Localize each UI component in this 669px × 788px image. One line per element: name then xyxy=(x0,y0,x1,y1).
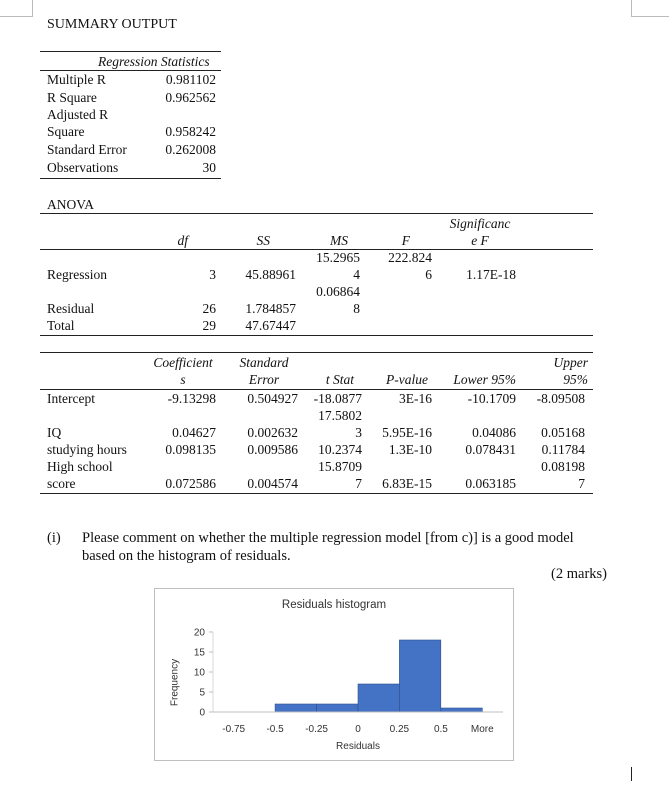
anova-regression-label: Regression xyxy=(47,267,107,282)
question-text-line1: Please comment on whether the multiple regression model [from c)] is a good model xyxy=(82,530,574,546)
regstats-label: Square xyxy=(47,124,85,139)
coef-t: 17.5802 xyxy=(318,408,362,423)
coef-value: 0.098135 xyxy=(165,442,216,457)
coef-t: 10.2374 xyxy=(318,442,362,457)
page-corner-mark xyxy=(631,16,669,17)
regstats-heading: Regression Statistics xyxy=(98,54,210,69)
coef-value: 0.04627 xyxy=(172,425,216,440)
anova-residual-ms: 8 xyxy=(353,301,360,316)
coef-p: 1.3E-10 xyxy=(388,442,432,457)
anova-regression-ms: 15.2965 xyxy=(316,250,360,265)
anova-residual-ss: 1.784857 xyxy=(245,301,296,316)
y-tick-label: 10 xyxy=(193,667,205,679)
coef-lower: 0.04086 xyxy=(472,425,516,440)
coef-p: 3E-16 xyxy=(399,391,432,406)
x-tick-label: -0.25 xyxy=(305,724,328,735)
question-number: (i) xyxy=(47,530,61,546)
coef-se: 0.504927 xyxy=(247,391,298,406)
histogram-svg xyxy=(155,589,513,760)
coef-col-se: Standard xyxy=(239,355,289,370)
y-tick-label: 0 xyxy=(199,707,205,719)
anova-regression-ms: 4 xyxy=(353,267,360,282)
coef-t: 3 xyxy=(355,425,362,440)
regstats-label: Standard Error xyxy=(47,142,127,157)
anova-col-f: F xyxy=(401,233,410,248)
y-tick-label: 15 xyxy=(193,647,205,659)
coef-row-label: IQ xyxy=(47,425,62,440)
coef-lower: -10.1709 xyxy=(467,391,516,406)
page-corner-mark xyxy=(0,16,33,17)
anova-col-sig: e F xyxy=(471,233,489,248)
chart-xlabel: Residuals xyxy=(336,741,380,752)
coef-col-pvalue: P-value xyxy=(386,372,428,387)
coef-row-label: Intercept xyxy=(47,391,95,406)
histogram-bar xyxy=(399,640,440,712)
x-tick-label: -0.5 xyxy=(266,724,284,735)
anova-regression-f: 222.824 xyxy=(388,250,432,265)
anova-regression-df: 3 xyxy=(209,267,216,282)
regstats-value: 0.962562 xyxy=(165,90,216,105)
coef-upper: 0.11784 xyxy=(541,442,585,457)
regstats-value: 0.958242 xyxy=(165,124,216,139)
regstats-label: Multiple R xyxy=(47,72,106,87)
residuals-histogram-chart xyxy=(154,588,514,761)
coef-upper: 0.08198 xyxy=(541,459,585,474)
coef-se: 0.002632 xyxy=(247,425,298,440)
x-tick-label: 0 xyxy=(355,724,361,735)
coef-col-tstat: t Stat xyxy=(325,372,354,387)
coef-t: 7 xyxy=(355,476,362,491)
anova-heading: ANOVA xyxy=(47,197,95,212)
coef-t: 15.8709 xyxy=(318,459,362,474)
x-tick-label: 0.25 xyxy=(389,724,410,735)
regstats-value: 0.981102 xyxy=(165,72,216,87)
coef-t: -18.0877 xyxy=(313,391,362,406)
histogram-bar xyxy=(317,704,358,712)
coef-col-coef: s xyxy=(180,372,186,387)
question-marks: (2 marks) xyxy=(551,566,607,582)
anova-residual-ms: 0.06864 xyxy=(316,284,360,299)
coef-value: -9.13298 xyxy=(167,391,216,406)
anova-regression-sig: 1.17E-18 xyxy=(466,267,516,282)
chart-title: Residuals histogram xyxy=(281,599,387,611)
question-text-line2: based on the histogram of residuals. xyxy=(82,548,291,564)
coef-se: 0.004574 xyxy=(247,476,298,491)
y-tick-label: 5 xyxy=(199,687,205,699)
anova-col-ms: MS xyxy=(330,233,348,248)
text-cursor-mark xyxy=(631,767,632,781)
histogram-bar xyxy=(441,708,482,712)
anova-total-df: 29 xyxy=(202,318,216,333)
coef-col-upper: Upper xyxy=(553,355,588,370)
coef-col-se: Error xyxy=(248,372,280,387)
coef-p: 5.95E-16 xyxy=(382,425,432,440)
anova-total-label: Total xyxy=(47,318,75,333)
x-tick-label: -0.75 xyxy=(222,724,246,735)
coef-row-label: score xyxy=(47,476,76,491)
anova-regression-ss: 45.88961 xyxy=(245,267,296,282)
coef-col-lower: Lower 95% xyxy=(453,372,516,387)
coef-p: 6.83E-15 xyxy=(382,476,432,491)
histogram-bar xyxy=(275,704,316,712)
chart-ylabel: Frequency xyxy=(169,658,181,707)
page-corner-mark xyxy=(32,0,33,16)
coef-upper: 0.05168 xyxy=(541,425,585,440)
coef-upper: 7 xyxy=(578,476,585,491)
anova-residual-label: Residual xyxy=(47,301,95,316)
page-corner-mark xyxy=(631,0,632,16)
anova-regression-f: 6 xyxy=(425,267,432,282)
summary-title: SUMMARY OUTPUT xyxy=(47,17,177,32)
coef-lower: 0.063185 xyxy=(465,476,516,491)
coef-row-label: High school xyxy=(47,459,113,474)
x-tick-label: More xyxy=(470,724,494,735)
anova-col-sig: Significanc xyxy=(449,216,511,231)
coef-value: 0.072586 xyxy=(165,476,216,491)
coef-se: 0.009586 xyxy=(247,442,298,457)
regstats-label: Adjusted R xyxy=(47,107,109,122)
regstats-label: R Square xyxy=(47,90,97,105)
coef-col-coef: Coefficient xyxy=(153,355,213,370)
regstats-value: 0.262008 xyxy=(165,142,216,157)
anova-residual-df: 26 xyxy=(202,301,216,316)
anova-total-ss: 47.67447 xyxy=(245,318,296,333)
x-tick-label: 0.5 xyxy=(433,724,448,735)
y-tick-label: 20 xyxy=(193,627,205,639)
histogram-bar xyxy=(358,684,399,712)
coef-lower: 0.078431 xyxy=(465,442,516,457)
anova-col-ss: SS xyxy=(256,233,270,248)
coef-row-label: studying hours xyxy=(47,442,127,457)
coef-col-upper: 95% xyxy=(563,372,588,387)
anova-col-df: df xyxy=(177,233,188,248)
regstats-value: 30 xyxy=(202,160,216,175)
regstats-label: Observations xyxy=(47,160,119,175)
coef-upper: -8.09508 xyxy=(536,391,585,406)
